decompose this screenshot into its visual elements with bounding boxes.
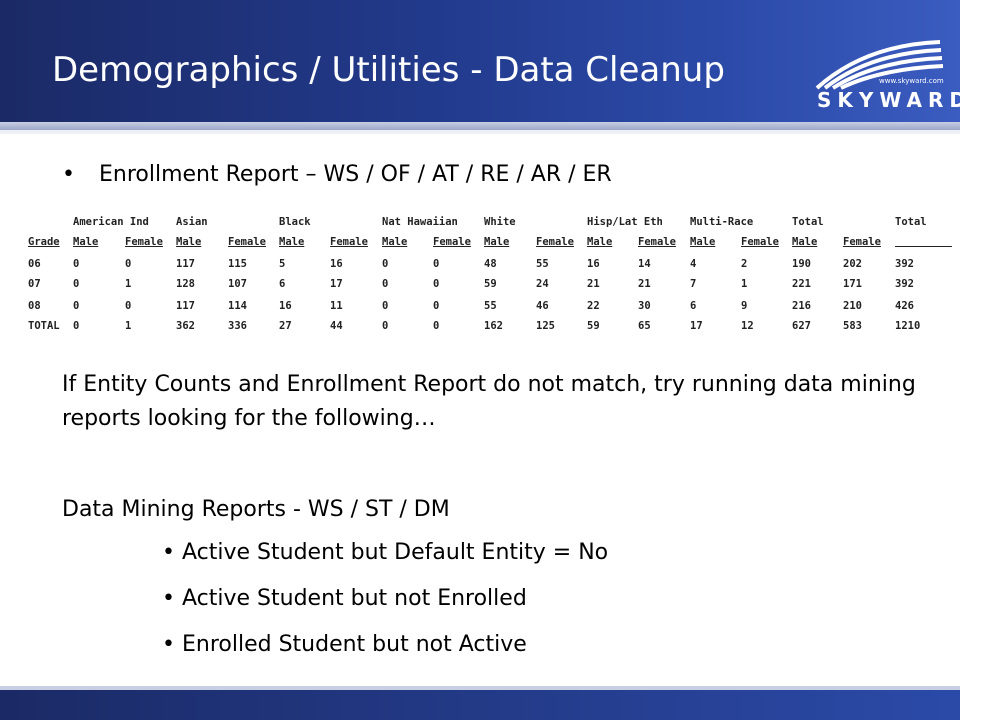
report-column-header: Grade (28, 236, 60, 248)
report-column-header: Female (228, 236, 266, 248)
report-cell: 24 (536, 278, 549, 290)
report-cell: 0 (73, 258, 80, 270)
report-group-header: Asian (176, 216, 208, 228)
footer-bar (0, 690, 960, 720)
report-cell: 5 (279, 258, 286, 270)
report-cell: 0 (382, 258, 389, 270)
report-cell: 4 (690, 258, 697, 270)
report-cell: 08 (28, 300, 41, 312)
report-cell: 07 (28, 278, 41, 290)
report-cell: 6 (690, 300, 697, 312)
logo-wordmark: SKYWARD® (817, 88, 981, 112)
report-column-header: Female (536, 236, 574, 248)
report-column-header: Male (73, 236, 99, 248)
report-cell: 0 (382, 300, 389, 312)
title-bar-stripe-light (0, 130, 960, 134)
report-cell: 55 (536, 258, 549, 270)
report-cell: 216 (792, 300, 811, 312)
report-cell: 59 (587, 320, 600, 332)
report-cell: 55 (484, 300, 497, 312)
report-cell: TOTAL (28, 320, 60, 332)
enrollment-report-table (28, 214, 938, 336)
report-column-header: Male (690, 236, 716, 248)
report-cell: 12 (741, 320, 754, 332)
report-cell: 17 (690, 320, 703, 332)
bullet-icon: • (62, 162, 75, 187)
report-cell: 0 (73, 278, 80, 290)
report-cell: 210 (843, 300, 862, 312)
report-cell: 221 (792, 278, 811, 290)
report-cell: 0 (73, 300, 80, 312)
report-cell: 0 (433, 320, 440, 332)
logo-url: www.skyward.com (879, 77, 944, 85)
report-cell: 17 (330, 278, 343, 290)
bullet-icon: • (162, 586, 175, 611)
report-cell: 0 (433, 300, 440, 312)
report-cell: 44 (330, 320, 343, 332)
report-cell: 27 (279, 320, 292, 332)
report-cell: 1 (125, 278, 132, 290)
data-mining-title: Data Mining Reports - WS / ST / DM (62, 497, 450, 522)
report-cell: 6 (279, 278, 286, 290)
report-cell: 162 (484, 320, 503, 332)
report-group-header: American Ind (73, 216, 149, 228)
report-cell: 336 (228, 320, 247, 332)
report-column-header: Female (433, 236, 471, 248)
report-group-header: Black (279, 216, 311, 228)
report-cell: 1210 (895, 320, 921, 332)
report-cell: 107 (228, 278, 247, 290)
report-cell: 16 (587, 258, 600, 270)
report-cell: 16 (330, 258, 343, 270)
report-group-header: Total (895, 216, 927, 228)
report-cell: 0 (73, 320, 80, 332)
report-cell: 21 (638, 278, 651, 290)
report-column-header: Male (279, 236, 305, 248)
bullet-text: Enrollment Report – WS / OF / AT / RE / AR / ER (99, 162, 612, 187)
report-cell: 202 (843, 258, 862, 270)
report-cell: 16 (279, 300, 292, 312)
report-cell: 11 (330, 300, 343, 312)
report-column-header: Female (843, 236, 881, 248)
report-cell: 48 (484, 258, 497, 270)
report-cell: 1 (125, 320, 132, 332)
report-cell: 171 (843, 278, 862, 290)
report-cell: 9 (741, 300, 748, 312)
report-cell: 128 (176, 278, 195, 290)
report-column-header (895, 236, 952, 248)
report-group-header: Multi-Race (690, 216, 754, 228)
instruction-paragraph: If Entity Counts and Enrollment Report do not match, try running data mining reports looking for the following… (62, 372, 916, 431)
report-cell: 0 (433, 258, 440, 270)
report-group-header: Nat Hawaiian (382, 216, 458, 228)
report-cell: 7 (690, 278, 697, 290)
report-cell: 392 (895, 258, 914, 270)
report-cell: 06 (28, 258, 41, 270)
report-cell: 426 (895, 300, 914, 312)
report-cell: 583 (843, 320, 862, 332)
report-cell: 114 (228, 300, 247, 312)
report-cell: 0 (382, 278, 389, 290)
report-group-header: Total (792, 216, 824, 228)
report-cell: 2 (741, 258, 748, 270)
report-cell: 627 (792, 320, 811, 332)
report-column-header: Female (741, 236, 779, 248)
report-cell: 0 (382, 320, 389, 332)
report-column-header: Male (382, 236, 408, 248)
report-cell: 22 (587, 300, 600, 312)
report-group-header: Hisp/Lat Eth (587, 216, 663, 228)
report-column-header: Male (587, 236, 613, 248)
report-cell: 362 (176, 320, 195, 332)
report-column-header: Female (125, 236, 163, 248)
report-cell: 0 (433, 278, 440, 290)
bullet-icon: • (162, 632, 175, 657)
report-cell: 65 (638, 320, 651, 332)
report-group-header: White (484, 216, 516, 228)
skyward-logo (815, 40, 981, 118)
report-cell: 125 (536, 320, 555, 332)
report-cell: 46 (536, 300, 549, 312)
report-cell: 0 (125, 258, 132, 270)
report-column-header: Female (638, 236, 676, 248)
report-cell: 190 (792, 258, 811, 270)
report-cell: 30 (638, 300, 651, 312)
report-column-header: Male (484, 236, 510, 248)
report-cell: 117 (176, 258, 195, 270)
report-cell: 117 (176, 300, 195, 312)
report-column-header: Male (792, 236, 818, 248)
report-column-header: Female (330, 236, 368, 248)
report-cell: 59 (484, 278, 497, 290)
report-cell: 21 (587, 278, 600, 290)
slide-title: Demographics / Utilities - Data Cleanup (52, 50, 725, 90)
bullet-icon: • (162, 540, 175, 565)
report-cell: 115 (228, 258, 247, 270)
title-bar-stripe (0, 122, 960, 130)
report-cell: 0 (125, 300, 132, 312)
report-cell: 1 (741, 278, 748, 290)
report-cell: 14 (638, 258, 651, 270)
report-cell: 392 (895, 278, 914, 290)
report-column-header: Male (176, 236, 202, 248)
